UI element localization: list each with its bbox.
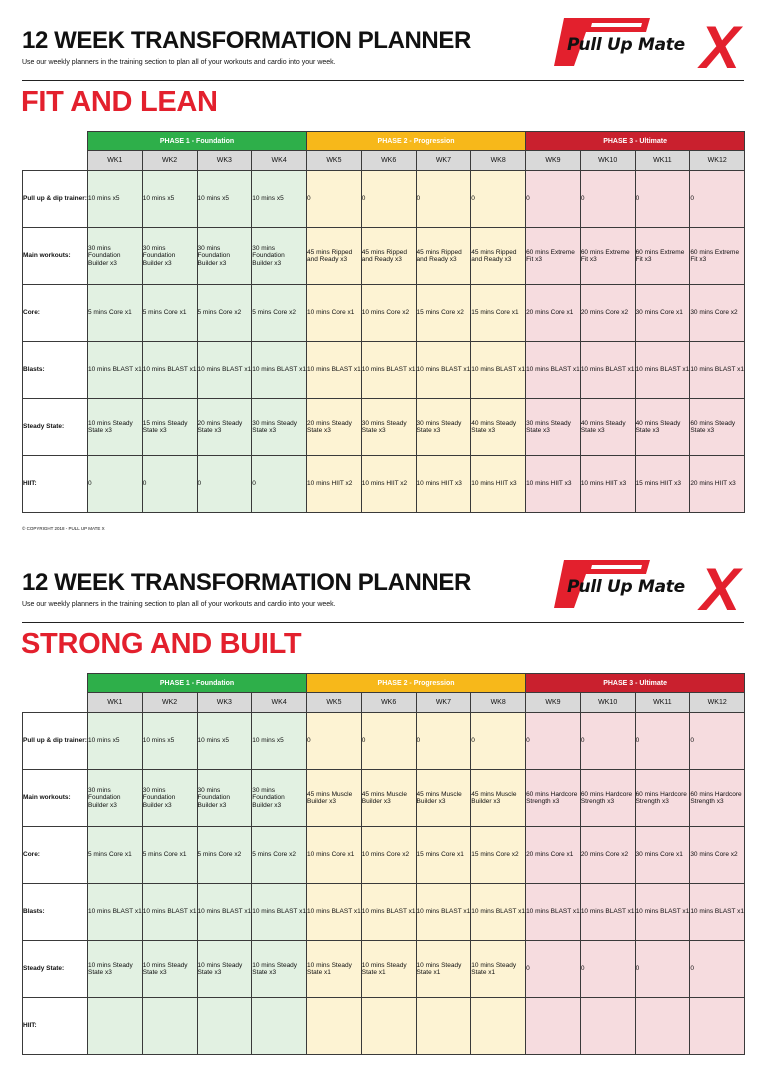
schedule-cell xyxy=(471,998,526,1055)
schedule-cell: 30 mins Steady State x3 xyxy=(252,399,307,456)
planner-subtitle: Use our weekly planners in the training section to plan all of your workouts and cardio into your week. xyxy=(22,59,336,66)
week-header: WK2 xyxy=(142,151,197,171)
table-row xyxy=(23,171,745,228)
schedule-cell: 30 mins Foundation Builder x3 xyxy=(142,228,197,285)
week-header: WK12 xyxy=(690,151,745,171)
schedule-cell: 20 mins Core x1 xyxy=(526,285,581,342)
schedule-cell: 15 mins Core x2 xyxy=(416,285,471,342)
schedule-cell: 10 mins BLAST x1 xyxy=(142,884,197,941)
schedule-cell: 10 mins BLAST x1 xyxy=(416,342,471,399)
schedule-cell: 10 mins BLAST x1 xyxy=(580,342,635,399)
schedule-cell xyxy=(142,998,197,1055)
schedule-cell: 0 xyxy=(526,941,581,998)
phase-header-row xyxy=(23,132,745,151)
schedule-cell xyxy=(88,998,143,1055)
schedule-cell: 10 mins BLAST x1 xyxy=(88,884,143,941)
schedule-cell: 0 xyxy=(526,171,581,228)
schedule-cell: 10 mins Steady State x3 xyxy=(88,399,143,456)
schedule-cell: 10 mins BLAST x1 xyxy=(307,342,362,399)
schedule-cell: 10 mins BLAST x1 xyxy=(361,884,416,941)
schedule-cell: 10 mins HIIT x2 xyxy=(307,456,362,513)
schedule-cell: 45 mins Muscle Builder x3 xyxy=(416,770,471,827)
schedule-cell: 10 mins x5 xyxy=(197,171,252,228)
phase-header: PHASE 2 - Progression xyxy=(307,674,526,693)
week-header: WK10 xyxy=(580,693,635,713)
schedule-cell: 10 mins x5 xyxy=(252,713,307,770)
schedule-cell: 10 mins x5 xyxy=(142,713,197,770)
phase-header: PHASE 1 - Foundation xyxy=(88,674,307,693)
schedule-cell: 20 mins HIIT x3 xyxy=(690,456,745,513)
logo-wordmark: Pull Up Mate xyxy=(567,577,685,597)
header-divider xyxy=(22,80,744,81)
schedule-cell xyxy=(252,998,307,1055)
schedule-cell: 10 mins x5 xyxy=(142,171,197,228)
schedule-cell: 5 mins Core x2 xyxy=(197,827,252,884)
schedule-cell: 60 mins Extreme Fit x3 xyxy=(526,228,581,285)
table-row xyxy=(23,770,745,827)
schedule-cell: 0 xyxy=(471,713,526,770)
schedule-cell: 0 xyxy=(416,171,471,228)
schedule-cell: 10 mins BLAST x1 xyxy=(690,884,745,941)
row-label: Steady State: xyxy=(23,399,88,456)
phase-header: PHASE 1 - Foundation xyxy=(88,132,307,151)
schedule-cell: 5 mins Core x2 xyxy=(252,285,307,342)
week-header: WK8 xyxy=(471,151,526,171)
schedule-cell: 0 xyxy=(635,941,690,998)
schedule-cell: 60 mins Extreme Fit x3 xyxy=(690,228,745,285)
row-label: Core: xyxy=(23,285,88,342)
planner-title: 12 WEEK TRANSFORMATION PLANNER xyxy=(22,27,471,54)
schedule-cell: 5 mins Core x1 xyxy=(88,285,143,342)
table-row xyxy=(23,228,745,285)
schedule-cell: 0 xyxy=(690,171,745,228)
schedule-cell: 30 mins Foundation Builder x3 xyxy=(142,770,197,827)
week-header: WK2 xyxy=(142,693,197,713)
schedule-cell: 0 xyxy=(526,713,581,770)
schedule-cell: 10 mins Core x1 xyxy=(307,827,362,884)
schedule-cell: 10 mins BLAST x1 xyxy=(471,342,526,399)
schedule-cell: 10 mins Core x2 xyxy=(361,285,416,342)
schedule-cell: 10 mins Steady State x1 xyxy=(361,941,416,998)
schedule-cell: 10 mins x5 xyxy=(88,171,143,228)
row-label: Main workouts: xyxy=(23,228,88,285)
schedule-cell: 10 mins BLAST x1 xyxy=(361,342,416,399)
schedule-cell: 45 mins Muscle Builder x3 xyxy=(361,770,416,827)
week-header: WK3 xyxy=(197,151,252,171)
schedule-cell: 45 mins Ripped and Ready x3 xyxy=(307,228,362,285)
row-label: Steady State: xyxy=(23,941,88,998)
schedule-cell: 20 mins Steady State x3 xyxy=(307,399,362,456)
table-row xyxy=(23,399,745,456)
schedule-cell: 0 xyxy=(361,171,416,228)
planner-page xyxy=(0,0,768,540)
schedule-cell: 10 mins HIIT x3 xyxy=(580,456,635,513)
row-label: Core: xyxy=(23,827,88,884)
schedule-cell: 40 mins Steady State x3 xyxy=(471,399,526,456)
week-header-row xyxy=(23,693,745,713)
header-divider xyxy=(22,622,744,623)
week-header: WK4 xyxy=(252,151,307,171)
corner-blank xyxy=(23,132,88,151)
schedule-cell: 5 mins Core x1 xyxy=(142,285,197,342)
schedule-cell: 5 mins Core x1 xyxy=(88,827,143,884)
schedule-cell: 10 mins BLAST x1 xyxy=(526,884,581,941)
schedule-cell: 40 mins Steady State x3 xyxy=(580,399,635,456)
schedule-cell: 10 mins BLAST x1 xyxy=(252,342,307,399)
planner-title: 12 WEEK TRANSFORMATION PLANNER xyxy=(22,569,471,596)
schedule-cell: 10 mins Core x1 xyxy=(307,285,362,342)
corner-blank xyxy=(23,151,88,171)
row-label: HIIT: xyxy=(23,998,88,1055)
schedule-cell: 5 mins Core x1 xyxy=(142,827,197,884)
schedule-cell: 0 xyxy=(88,456,143,513)
schedule-cell: 0 xyxy=(252,456,307,513)
week-header: WK6 xyxy=(361,151,416,171)
schedule-cell: 10 mins HIIT x3 xyxy=(416,456,471,513)
schedule-cell: 0 xyxy=(690,941,745,998)
phase-header: PHASE 2 - Progression xyxy=(307,132,526,151)
schedule-cell xyxy=(197,998,252,1055)
schedule-cell: 10 mins HIIT x2 xyxy=(361,456,416,513)
table-row xyxy=(23,456,745,513)
table-row xyxy=(23,342,745,399)
week-header: WK7 xyxy=(416,151,471,171)
schedule-cell xyxy=(690,998,745,1055)
week-header: WK4 xyxy=(252,693,307,713)
copyright-note: © COPYRIGHT 2018 - PULL UP MATE X xyxy=(22,526,105,531)
schedule-cell: 0 xyxy=(307,713,362,770)
schedule-cell xyxy=(361,998,416,1055)
schedule-cell: 10 mins Steady State x1 xyxy=(471,941,526,998)
schedule-cell xyxy=(635,998,690,1055)
schedule-cell: 60 mins Hardcore Strength x3 xyxy=(580,770,635,827)
schedule-cell: 60 mins Hardcore Strength x3 xyxy=(635,770,690,827)
table-row xyxy=(23,998,745,1055)
schedule-cell: 15 mins HIIT x3 xyxy=(635,456,690,513)
schedule-cell: 10 mins BLAST x1 xyxy=(690,342,745,399)
corner-blank xyxy=(23,693,88,713)
schedule-cell: 30 mins Steady State x3 xyxy=(416,399,471,456)
schedule-cell: 15 mins Core x2 xyxy=(471,827,526,884)
schedule-cell: 30 mins Core x1 xyxy=(635,827,690,884)
week-header: WK11 xyxy=(635,151,690,171)
schedule-cell: 10 mins BLAST x1 xyxy=(526,342,581,399)
schedule-cell: 30 mins Core x2 xyxy=(690,827,745,884)
week-header: WK12 xyxy=(690,693,745,713)
schedule-cell: 45 mins Ripped and Ready x3 xyxy=(361,228,416,285)
plan-name: FIT AND LEAN xyxy=(21,86,218,118)
table-row xyxy=(23,827,745,884)
schedule-cell: 0 xyxy=(635,171,690,228)
schedule-cell: 5 mins Core x2 xyxy=(197,285,252,342)
schedule-cell: 30 mins Foundation Builder x3 xyxy=(88,228,143,285)
plan-name: STRONG AND BUILT xyxy=(21,628,302,660)
week-header: WK1 xyxy=(88,151,143,171)
schedule-cell: 10 mins BLAST x1 xyxy=(88,342,143,399)
row-label: Pull up & dip trainer: xyxy=(23,171,88,228)
schedule-cell: 60 mins Extreme Fit x3 xyxy=(580,228,635,285)
schedule-cell: 20 mins Core x1 xyxy=(526,827,581,884)
schedule-cell: 15 mins Core x1 xyxy=(416,827,471,884)
schedule-cell: 10 mins BLAST x1 xyxy=(197,884,252,941)
schedule-cell: 20 mins Core x2 xyxy=(580,827,635,884)
logo-x-mark: X xyxy=(700,556,741,623)
schedule-cell: 60 mins Steady State x3 xyxy=(690,399,745,456)
schedule-cell: 30 mins Core x2 xyxy=(690,285,745,342)
phase-header: PHASE 3 - Ultimate xyxy=(526,132,745,151)
schedule-cell: 20 mins Steady State x3 xyxy=(197,399,252,456)
schedule-cell: 30 mins Core x1 xyxy=(635,285,690,342)
schedule-cell: 10 mins Steady State x3 xyxy=(197,941,252,998)
brand-logo xyxy=(552,556,746,623)
schedule-cell: 10 mins BLAST x1 xyxy=(635,342,690,399)
schedule-cell: 10 mins BLAST x1 xyxy=(580,884,635,941)
week-header-row xyxy=(23,151,745,171)
planner-page xyxy=(0,542,768,1082)
schedule-cell: 30 mins Foundation Builder x3 xyxy=(252,770,307,827)
schedule-cell: 45 mins Ripped and Ready x3 xyxy=(416,228,471,285)
row-label: Blasts: xyxy=(23,884,88,941)
schedule-cell: 60 mins Hardcore Strength x3 xyxy=(526,770,581,827)
schedule-cell: 10 mins Steady State x3 xyxy=(252,941,307,998)
week-header: WK7 xyxy=(416,693,471,713)
week-header: WK1 xyxy=(88,693,143,713)
row-label: Pull up & dip trainer: xyxy=(23,713,88,770)
row-label: Blasts: xyxy=(23,342,88,399)
schedule-cell: 10 mins Steady State x1 xyxy=(307,941,362,998)
schedule-cell: 10 mins Core x2 xyxy=(361,827,416,884)
schedule-cell: 30 mins Foundation Builder x3 xyxy=(197,228,252,285)
week-header: WK11 xyxy=(635,693,690,713)
schedule-cell: 45 mins Ripped and Ready x3 xyxy=(471,228,526,285)
week-header: WK9 xyxy=(526,151,581,171)
schedule-cell: 0 xyxy=(580,941,635,998)
schedule-cell: 0 xyxy=(471,171,526,228)
schedule-cell: 30 mins Foundation Builder x3 xyxy=(252,228,307,285)
schedule-cell: 60 mins Hardcore Strength x3 xyxy=(690,770,745,827)
schedule-cell: 10 mins BLAST x1 xyxy=(142,342,197,399)
schedule-cell: 10 mins x5 xyxy=(252,171,307,228)
schedule-cell: 10 mins BLAST x1 xyxy=(197,342,252,399)
corner-blank xyxy=(23,674,88,693)
schedule-cell xyxy=(580,998,635,1055)
week-header: WK3 xyxy=(197,693,252,713)
row-label: HIIT: xyxy=(23,456,88,513)
schedule-cell xyxy=(526,998,581,1055)
schedule-cell: 10 mins BLAST x1 xyxy=(635,884,690,941)
schedule-cell: 0 xyxy=(307,171,362,228)
schedule-cell: 30 mins Steady State x3 xyxy=(361,399,416,456)
schedule-cell: 0 xyxy=(197,456,252,513)
phase-header-row xyxy=(23,674,745,693)
schedule-cell: 30 mins Foundation Builder x3 xyxy=(88,770,143,827)
schedule-cell xyxy=(416,998,471,1055)
schedule-cell: 45 mins Muscle Builder x3 xyxy=(307,770,362,827)
schedule-cell: 0 xyxy=(361,713,416,770)
schedule-cell: 10 mins HIIT x3 xyxy=(526,456,581,513)
schedule-cell: 10 mins HIIT x3 xyxy=(471,456,526,513)
schedule-cell: 10 mins BLAST x1 xyxy=(307,884,362,941)
schedule-cell: 10 mins BLAST x1 xyxy=(471,884,526,941)
schedule-cell: 30 mins Steady State x3 xyxy=(526,399,581,456)
schedule-cell: 10 mins x5 xyxy=(197,713,252,770)
schedule-cell: 45 mins Muscle Builder x3 xyxy=(471,770,526,827)
schedule-cell: 30 mins Foundation Builder x3 xyxy=(197,770,252,827)
schedule-cell: 5 mins Core x2 xyxy=(252,827,307,884)
week-header: WK8 xyxy=(471,693,526,713)
schedule-cell: 0 xyxy=(690,713,745,770)
schedule-cell: 0 xyxy=(416,713,471,770)
schedule-cell: 40 mins Steady State x3 xyxy=(635,399,690,456)
schedule-cell: 10 mins BLAST x1 xyxy=(416,884,471,941)
schedule-cell: 60 mins Extreme Fit x3 xyxy=(635,228,690,285)
logo-wordmark: Pull Up Mate xyxy=(567,35,685,55)
planner-table xyxy=(22,673,745,1055)
schedule-cell: 10 mins x5 xyxy=(88,713,143,770)
schedule-cell: 0 xyxy=(580,171,635,228)
week-header: WK6 xyxy=(361,693,416,713)
week-header: WK9 xyxy=(526,693,581,713)
table-row xyxy=(23,941,745,998)
week-header: WK10 xyxy=(580,151,635,171)
planner-table xyxy=(22,131,745,513)
table-row xyxy=(23,713,745,770)
week-header: WK5 xyxy=(307,693,362,713)
schedule-cell: 15 mins Steady State x3 xyxy=(142,399,197,456)
table-row xyxy=(23,884,745,941)
logo-x-mark: X xyxy=(700,14,741,81)
brand-logo xyxy=(552,14,746,81)
schedule-cell: 10 mins Steady State x3 xyxy=(142,941,197,998)
phase-header: PHASE 3 - Ultimate xyxy=(526,674,745,693)
week-header: WK5 xyxy=(307,151,362,171)
schedule-cell: 10 mins Steady State x1 xyxy=(416,941,471,998)
planner-subtitle: Use our weekly planners in the training section to plan all of your workouts and cardio into your week. xyxy=(22,601,336,608)
schedule-cell: 20 mins Core x2 xyxy=(580,285,635,342)
schedule-cell: 15 mins Core x1 xyxy=(471,285,526,342)
table-row xyxy=(23,285,745,342)
schedule-cell: 10 mins BLAST x1 xyxy=(252,884,307,941)
schedule-cell: 10 mins Steady State x3 xyxy=(88,941,143,998)
row-label: Main workouts: xyxy=(23,770,88,827)
schedule-cell: 0 xyxy=(580,713,635,770)
schedule-cell: 0 xyxy=(635,713,690,770)
schedule-cell xyxy=(307,998,362,1055)
schedule-cell: 0 xyxy=(142,456,197,513)
